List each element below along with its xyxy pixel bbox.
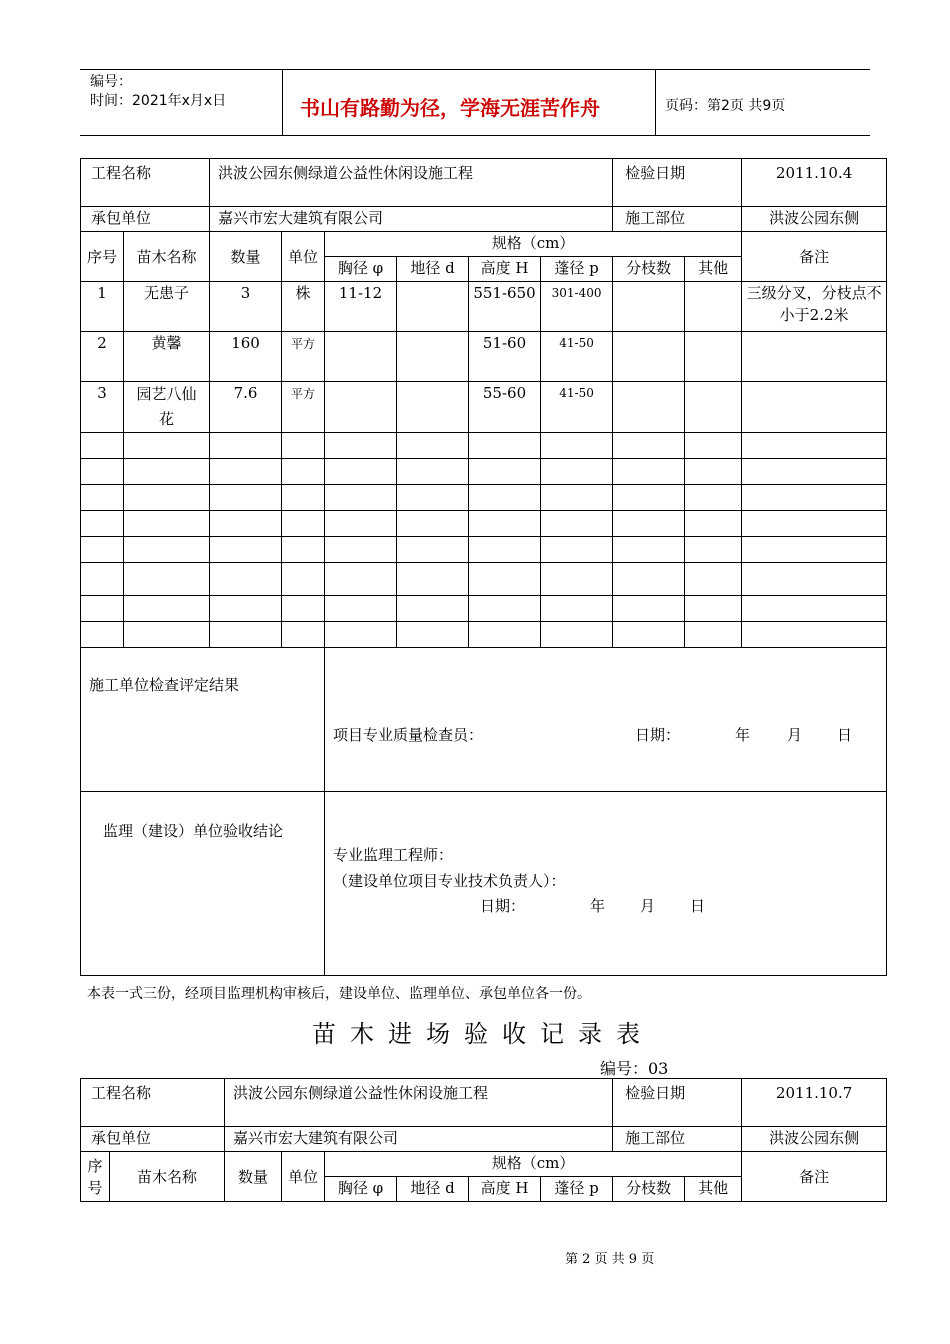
- row-branches: [613, 282, 685, 332]
- row-chest: [325, 332, 397, 382]
- row-ground: [397, 282, 469, 332]
- col-branches-header: 分枝数: [613, 257, 685, 282]
- supervision-label: 监理（建设）单位验收结论: [81, 792, 325, 976]
- form2-col-chest-header: 胸径 φ: [325, 1177, 397, 1202]
- row-crown: 41-50: [541, 332, 613, 382]
- empty-row: [81, 596, 887, 622]
- col-remark-header: 备注: [742, 232, 887, 282]
- row-remark: [742, 332, 887, 382]
- page-footer: 第 2 页 共 9 页: [565, 1252, 655, 1267]
- supervision-date-year: 年: [590, 897, 606, 915]
- header-divider-right: [655, 69, 656, 135]
- col-name-header: 苗木名称: [124, 232, 210, 282]
- form-note: 本表一式三份，经项目监理机构审核后，建设单位、监理单位、承包单位各一份。: [87, 986, 591, 1002]
- col-other-header: 其他: [685, 257, 742, 282]
- form2-construction-part-label: 施工部位: [613, 1127, 742, 1152]
- construction-part-value: 洪波公园东侧: [742, 207, 887, 232]
- inspect-date-label: 检验日期: [613, 159, 742, 207]
- contractor-label: 承包单位: [81, 207, 210, 232]
- check-date-label: 日期：: [635, 726, 681, 744]
- form2-project-name-value: 洪波公园东侧绿道公益性休闲设施工程: [225, 1079, 613, 1127]
- row-seq: 2: [81, 332, 124, 382]
- contractor-value: 嘉兴市宏大建筑有限公司: [210, 207, 613, 232]
- form2-col-qty-header: 数量: [225, 1152, 282, 1202]
- empty-row: [81, 459, 887, 485]
- header-page-info: 页码：第2页 共9页: [665, 98, 786, 114]
- empty-row: [81, 511, 887, 537]
- empty-row: [81, 622, 887, 648]
- supervision-date-month: 月: [640, 897, 656, 915]
- inspector-label: 项目专业质量检查员：: [333, 726, 484, 744]
- row-unit: 平方: [282, 332, 325, 382]
- row-remark: 三级分叉，分枝点不小于2.2米: [742, 282, 887, 332]
- empty-row: [81, 485, 887, 511]
- form2-col-spec-header: 规格（cm）: [325, 1152, 742, 1177]
- row-name: 黄馨: [124, 332, 210, 382]
- check-date-day: 日: [837, 726, 853, 744]
- form2-col-name-header: 苗木名称: [110, 1152, 225, 1202]
- col-chest-header: 胸径 φ: [325, 257, 397, 282]
- row-seq: 3: [81, 382, 124, 433]
- engineer-label: 专业监理工程师：: [333, 846, 454, 864]
- form2-col-crown-header: 蓬径 p: [541, 1177, 613, 1202]
- inspection-form-2: [80, 1078, 887, 1202]
- row-branches: [613, 382, 685, 433]
- row-other: [685, 282, 742, 332]
- row-height: 55-60: [469, 382, 541, 433]
- header-divider-left: [282, 69, 283, 135]
- form2-col-other-header: 其他: [685, 1177, 742, 1202]
- check-result-area: [325, 648, 887, 792]
- form2-serial: 编号：03: [600, 1059, 669, 1078]
- form2-title: 苗木进场验收记录表: [312, 1020, 654, 1048]
- supervision-date-day: 日: [690, 897, 706, 915]
- form2-col-ground-header: 地径 d: [397, 1177, 469, 1202]
- col-height-header: 高度 H: [469, 257, 541, 282]
- row-name: 无患子: [124, 282, 210, 332]
- form2-contractor-label: 承包单位: [81, 1127, 225, 1152]
- form2-project-name-label: 工程名称: [81, 1079, 225, 1127]
- row-chest: 11-12: [325, 282, 397, 332]
- row-name: 园艺八仙花: [124, 382, 210, 433]
- table-row: [81, 332, 887, 382]
- inspect-date-value: 2011.10.4: [742, 159, 887, 207]
- form2-col-remark-header: 备注: [742, 1152, 887, 1202]
- form2-col-seq-header: 序号: [81, 1152, 110, 1202]
- col-qty-header: 数量: [210, 232, 282, 282]
- row-unit: 平方: [282, 382, 325, 433]
- supervision-area: [325, 792, 887, 976]
- form2-contractor-value: 嘉兴市宏大建筑有限公司: [225, 1127, 613, 1152]
- construction-part-label: 施工部位: [613, 207, 742, 232]
- col-ground-header: 地径 d: [397, 257, 469, 282]
- row-qty: 7.6: [210, 382, 282, 433]
- form2-inspect-date-label: 检验日期: [613, 1079, 742, 1127]
- table-row: [81, 382, 887, 433]
- col-crown-header: 蓬径 p: [541, 257, 613, 282]
- row-crown: 41-50: [541, 382, 613, 433]
- project-name-label: 工程名称: [81, 159, 210, 207]
- row-branches: [613, 332, 685, 382]
- row-chest: [325, 382, 397, 433]
- row-qty: 3: [210, 282, 282, 332]
- header-motto: 书山有路勤为径，学海无涯苦作舟: [300, 96, 600, 120]
- col-unit-header: 单位: [282, 232, 325, 282]
- row-height: 51-60: [469, 332, 541, 382]
- empty-row: [81, 537, 887, 563]
- header-bottom-line: [80, 135, 870, 136]
- row-remark: [742, 382, 887, 433]
- header-top-line: [80, 69, 870, 70]
- inspection-form-1: [80, 158, 887, 976]
- check-result-label: 施工单位检查评定结果: [81, 648, 325, 792]
- table-row: [81, 282, 887, 332]
- supervision-date-label: 日期：: [480, 897, 526, 915]
- project-name-value: 洪波公园东侧绿道公益性休闲设施工程: [210, 159, 613, 207]
- owner-label: （建设单位项目专业技术负责人）：: [333, 872, 566, 890]
- empty-row: [81, 563, 887, 596]
- row-seq: 1: [81, 282, 124, 332]
- empty-row: [81, 433, 887, 459]
- row-other: [685, 332, 742, 382]
- row-ground: [397, 332, 469, 382]
- row-unit: 株: [282, 282, 325, 332]
- check-date-year: 年: [735, 726, 751, 744]
- form2-col-unit-header: 单位: [282, 1152, 325, 1202]
- col-spec-header: 规格（cm）: [325, 232, 742, 257]
- check-date-month: 月: [787, 726, 803, 744]
- row-qty: 160: [210, 332, 282, 382]
- row-height: 551-650: [469, 282, 541, 332]
- header-time: 时间：2021年x月x日: [90, 93, 227, 109]
- form2-col-branches-header: 分枝数: [613, 1177, 685, 1202]
- form2-inspect-date-value: 2011.10.7: [742, 1079, 887, 1127]
- header-serial-label: 编号：: [90, 74, 132, 90]
- row-crown: 301-400: [541, 282, 613, 332]
- form2-col-height-header: 高度 H: [469, 1177, 541, 1202]
- col-seq-header: 序号: [81, 232, 124, 282]
- form2-construction-part-value: 洪波公园东侧: [742, 1127, 887, 1152]
- row-other: [685, 382, 742, 433]
- row-ground: [397, 382, 469, 433]
